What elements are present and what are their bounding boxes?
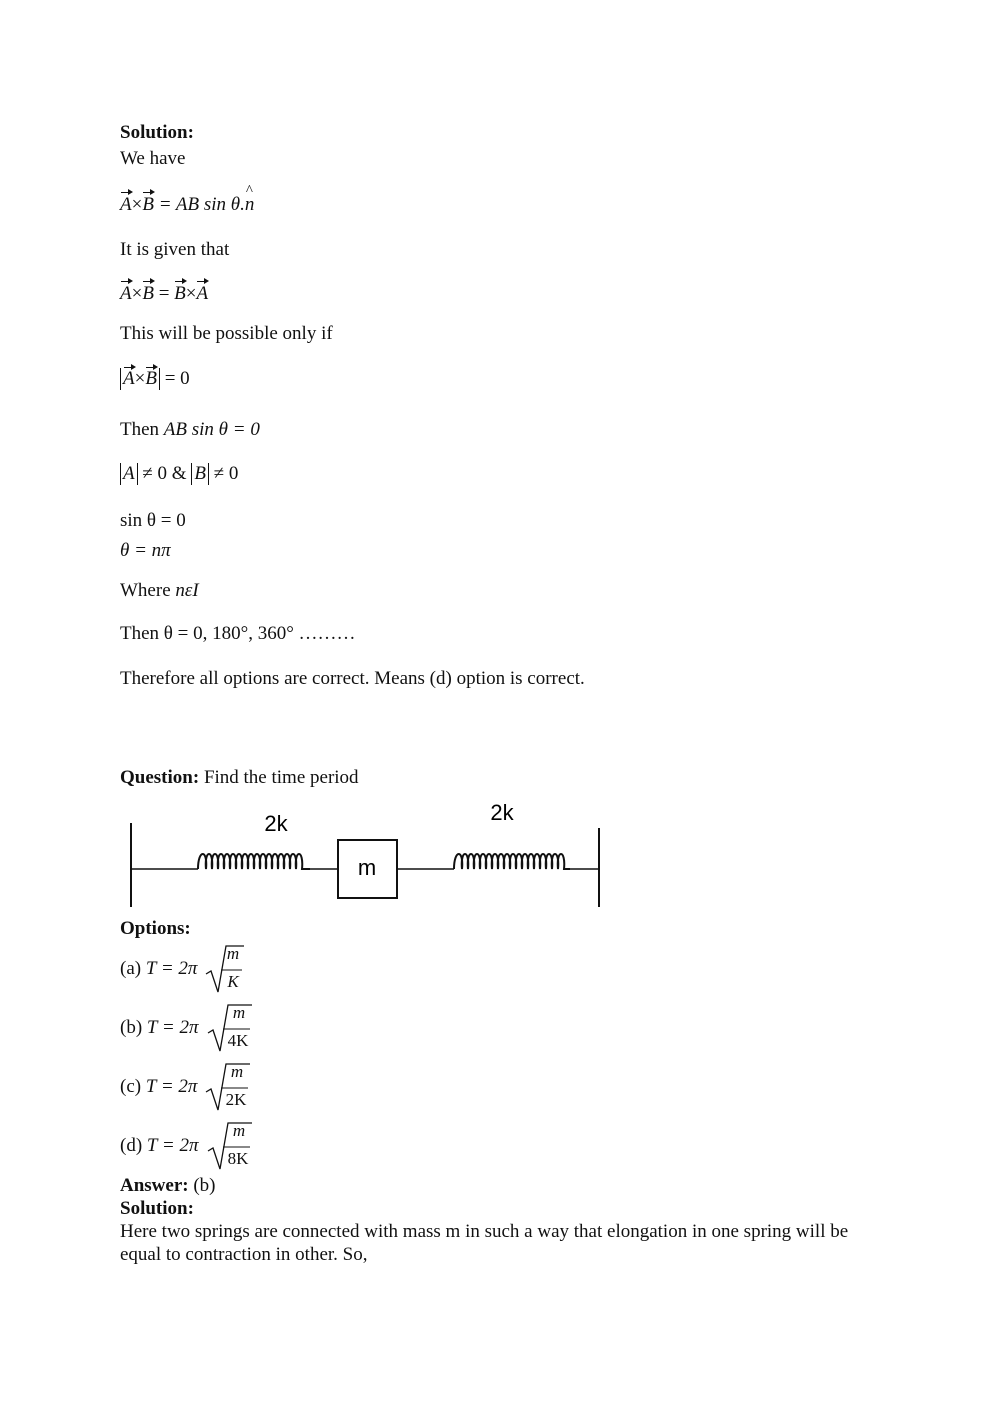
vector-b: B <box>142 194 154 215</box>
vector-a: A <box>123 368 135 389</box>
cross-product-formula <box>120 193 254 217</box>
option-lhs: T = 2π <box>145 958 198 979</box>
commutative-equation <box>120 282 208 306</box>
times-sign: × <box>134 368 146 389</box>
question-label: Question: <box>120 767 200 788</box>
where-expression: nεI <box>175 580 199 601</box>
option-lhs: T = 2π <box>146 1017 199 1038</box>
vector-a: A <box>120 283 132 304</box>
question-line <box>120 766 359 790</box>
equals-sign: = <box>158 283 170 304</box>
answer-label: Answer: <box>120 1175 189 1196</box>
answer-value: (b) <box>193 1175 216 1196</box>
option-label: (d) <box>120 1135 143 1156</box>
not-equal-zero: ≠ 0 & <box>142 463 187 484</box>
solution2-text: Here two springs are connected with mass m in such a way that elongation in one spring will be equal to contraction in other. So, <box>120 1221 849 1265</box>
theta-equation: θ = nπ <box>120 540 171 561</box>
option-label: (c) <box>120 1076 142 1097</box>
question-text: Find the time period <box>203 767 359 788</box>
option-lhs: T = 2π <box>146 1135 199 1156</box>
left-spring <box>198 854 310 869</box>
times-sign: × <box>131 283 143 304</box>
fraction-numerator: m <box>230 1062 244 1081</box>
magnitude-bars <box>120 368 160 390</box>
fraction-denominator: 2K <box>225 1090 247 1109</box>
then-expression: AB sin θ = 0 <box>163 419 260 440</box>
times-sign: × <box>131 194 143 215</box>
unit-vector-n: ^ n <box>245 193 255 217</box>
fraction-denominator: 8K <box>227 1149 249 1168</box>
given-text: It is given that <box>120 239 230 260</box>
vector-b: B <box>174 283 186 304</box>
mass-label: m <box>357 855 377 880</box>
right-spring-label: 2k <box>490 800 514 825</box>
formula-rhs: = AB sin θ. <box>158 194 245 215</box>
magnitude-b: B <box>191 463 209 485</box>
possible-text: This will be possible only if <box>120 323 333 344</box>
solution-heading: Solution: <box>120 122 194 143</box>
magnitude-a: A <box>120 463 138 485</box>
sin-theta-equation: sin θ = 0 <box>120 510 186 531</box>
vector-a: A <box>120 194 132 215</box>
fraction-numerator: m <box>232 1121 246 1140</box>
option-label: (b) <box>120 1017 143 1038</box>
we-have-text: We have <box>120 148 186 169</box>
fraction-denominator: 4K <box>227 1031 249 1050</box>
right-spring <box>454 854 570 869</box>
fraction-numerator: m <box>226 944 240 963</box>
option-lhs: T = 2π <box>145 1076 198 1097</box>
not-equal-zero: ≠ 0 <box>213 463 239 484</box>
vector-b: B <box>142 283 154 304</box>
then-label: Then <box>120 419 160 440</box>
option-label: (a) <box>120 958 142 979</box>
fraction-numerator: m <box>232 1003 246 1022</box>
left-spring-label: 2k <box>264 811 288 836</box>
where-line <box>120 579 199 603</box>
spring-mass-diagram <box>120 795 620 915</box>
equals-zero: = 0 <box>164 368 190 389</box>
vector-b: B <box>145 368 157 389</box>
vector-a: A <box>196 283 209 304</box>
then-sin-line <box>120 418 260 442</box>
fraction-denominator: K <box>227 972 239 991</box>
options-heading: Options: <box>120 918 191 939</box>
nonzero-magnitudes <box>120 462 238 486</box>
then-theta-line <box>120 622 356 646</box>
magnitude-zero-equation <box>120 367 190 391</box>
conclusion-text: Therefore all options are correct. Means (d) option is correct. <box>120 668 585 689</box>
answer-line <box>120 1174 216 1198</box>
solution2-heading: Solution: <box>120 1198 194 1219</box>
then-label: Then <box>120 623 160 644</box>
theta-values: θ = 0, 180°, 360° ……… <box>163 623 356 644</box>
where-label: Where <box>120 580 171 601</box>
times-sign: × <box>185 283 197 304</box>
